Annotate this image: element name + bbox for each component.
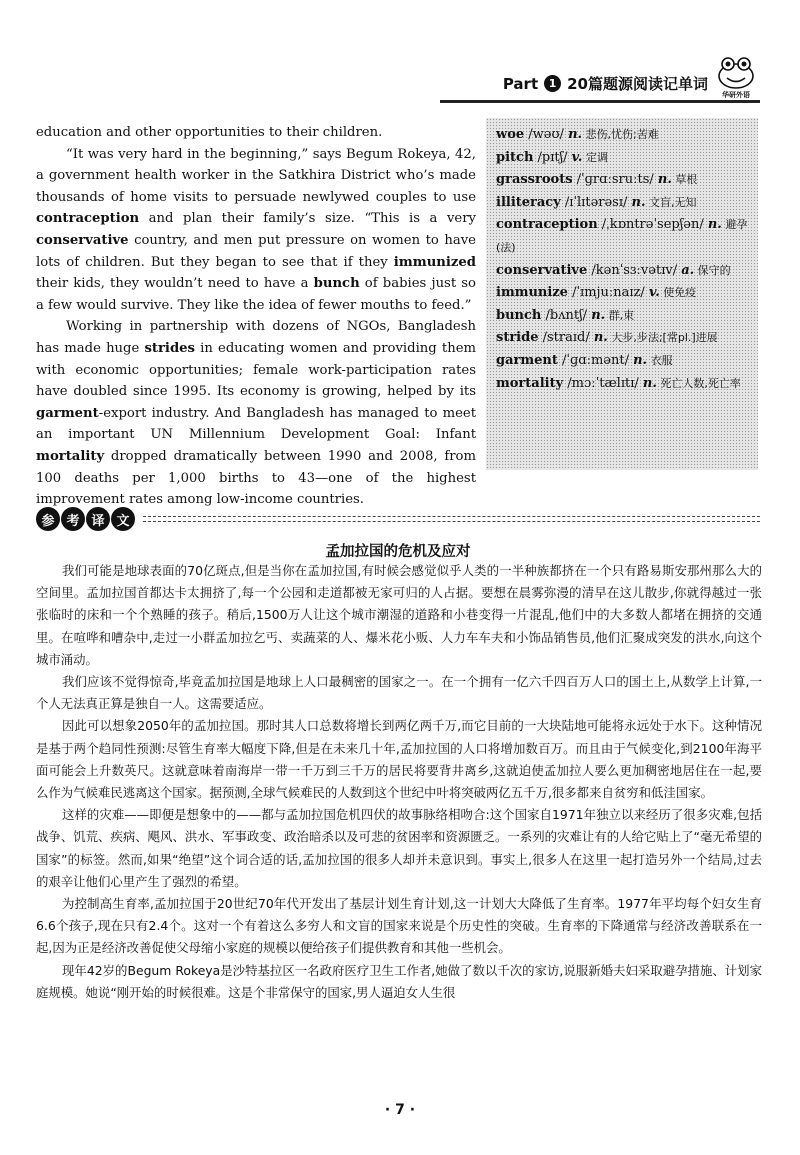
part-number-badge: 1 bbox=[544, 75, 561, 92]
vocab-entry: bunch /bʌntʃ/ n. 群,束 bbox=[496, 307, 635, 323]
vocab-entry: mortality /mɔːˈtælɪtɪ/ n. 死亡人数,死亡率 bbox=[496, 375, 741, 391]
reference-badge: 考 bbox=[61, 507, 85, 531]
keyword-immunized: immunized bbox=[393, 254, 476, 270]
translation-title: 孟加拉国的危机及应对 bbox=[325, 544, 471, 560]
vocab-entry: woe /wəʊ/ n. 悲伤,忧伤;苦难 bbox=[496, 127, 659, 142]
keyword-mortality: mortality bbox=[36, 448, 105, 464]
english-paragraph-3: Working in partnership with dozens of NGOs, Bangladesh has made huge strides in educating women and providing them with economic opportunities; female work-participation rates have doubled since 1995. Its economy is growing, helped by its garment-export industry. And Bangladesh has managed to meet an important UN Millennium Development Goal: Infant mortality dropped dramatically between 1990 and 2008, from 100 deaths per 1,000 births to 43—one of the highest improvement rates among low-income countries. bbox=[36, 319, 476, 508]
page-number: · 7 · bbox=[384, 1102, 416, 1118]
reference-translation-header bbox=[36, 504, 760, 534]
book-title: 20篇题源阅读记单词 bbox=[567, 75, 708, 93]
section-divider bbox=[143, 516, 760, 522]
vocab-entry: grassroots /ˈɡrɑːsruːts/ n. 草根 bbox=[496, 172, 698, 188]
keyword-garment: garment bbox=[36, 405, 99, 421]
part-label: Part bbox=[502, 74, 539, 93]
keyword-strides: strides bbox=[144, 340, 195, 356]
vocab-entry: contraception /ˌkɒntrəˈsepʃən/ n. 避孕(法) bbox=[496, 217, 748, 254]
translation-paragraph: 为控制高生育率,孟加拉国于20世纪70年代开发出了基层计划生育计划,这一计划大大降低了生育率。1977年平均每个妇女生育6.6个孩子,现在只有2.4个。这对一个有着这么多穷人和文盲的国家来说是个历史性的突破。生育率的下降通常与经济改善联系在一起,因为正是经济改善促使父母缩小家庭的规模以便给孩子们提供教育和其他一些机会。 bbox=[36, 896, 762, 956]
translation-paragraph: 我们应该不觉得惊奇,毕竟孟加拉国是地球上人口最稠密的国家之一。在一个拥有一亿六千四百万人口的国土上,从数学上计算,一个人无法真正算是独自一人。这需要适应。 bbox=[36, 674, 762, 712]
vocab-entry: garment /ˈɡɑːmənt/ n. 衣服 bbox=[496, 352, 673, 368]
translation-paragraph: 因此可以想象2050年的孟加拉国。那时其人口总数将增长到两亿两千万,而它目前的一大块陆地可能将永远处于水下。这种情况是基于两个趋同性预测:尽管生育率大幅度下降,但是在未来几十年,孟加拉国的人口将增加数百万。而且由于气候变化,到2100年海平面可能会上升数英尺。这就意味着南海岸一带一千万到三千万的居民将要背井离乡,这就迫使孟加拉人要么更加稠密地居住在一起,要么作为气候难民逃离这个国家。据预测,全球气候难民的人数到这个世纪中叶将突破两亿五千万,很多都来自贫穷和低洼国家。 bbox=[36, 718, 762, 801]
running-header bbox=[440, 58, 760, 98]
header-rule bbox=[440, 100, 760, 103]
reference-badges bbox=[36, 507, 135, 531]
logo-text: 华研外语 bbox=[722, 91, 750, 99]
vocab-entry: conservative /kənˈsɜːvətɪv/ a. 保守的 bbox=[496, 262, 731, 278]
keyword-conservative: conservative bbox=[36, 232, 129, 248]
english-paragraph-1: education and other opportunities to their children. bbox=[36, 125, 383, 140]
vocab-entry: stride /straɪd/ n. 大步,步法;[常pl.]进展 bbox=[496, 330, 718, 346]
vocab-entry: illiteracy /ɪˈlɪtərəsɪ/ n. 文盲,无知 bbox=[496, 194, 697, 210]
reference-badge: 参 bbox=[36, 507, 60, 531]
keyword-contraception: contraception bbox=[36, 211, 140, 227]
translation-body bbox=[36, 560, 762, 1004]
keyword-bunch: bunch bbox=[313, 276, 360, 292]
publisher-logo bbox=[712, 54, 760, 100]
translation-paragraph: 现年42岁的Begum Rokeya是沙特基拉区一名政府医疗卫生工作者,她做了数以千次的家访,说服新婚夫妇采取避孕措施、计划家庭规模。她说“刚开始的时候很难。这是个非常保守的国家,男人逼迫女人生很 bbox=[36, 962, 762, 1000]
translation-paragraph: 这样的灾难——即便是想象中的——都与孟加拉国危机四伏的故事脉络相吻合:这个国家自1971年独立以来经历了很多灾难,包括战争、饥荒、疾病、飓风、洪水、军事政变、政治暗杀以及可悲的贫困率和资源匮乏。一系列的灾难让有的人给它贴上了“毫无希望的国家”的标签。然而,如果“绝望”这个词合适的话,孟加拉国的很多人却并未意识到。事实上,很多人在这里一起打造另外一个结局,过去的艰辛让他们心里产生了强烈的希望。 bbox=[36, 807, 762, 889]
translation-paragraph: 我们可能是地球表面的70亿斑点,但是当你在孟加拉国,有时候会感觉似乎人类的一半种族都挤在一个只有路易斯安那州那么大的空间里。孟加拉国首都达卡太拥挤了,每一个公园和走道都被无家可归的人占据。要想在晨雾弥漫的清早在这儿散步,你就得越过一张张临时的床和一个个熟睡的孩子。稍后,1500万人让这个城市潮湿的道路和小巷变得一片混乱,他们中的大多数人都堵在拥挤的交通里。在喧哗和嘈杂中,走过一小群孟加拉乞丐、卖蔬菜的人、爆米花小贩、人力车车夫和小饰品销售员,他们汇聚成突发的洪水,向这个城市涌动。 bbox=[36, 563, 762, 667]
vocab-entry: pitch /pɪtʃ/ v. 定调 bbox=[496, 149, 608, 165]
frog-mascot-icon bbox=[712, 54, 760, 90]
reference-badge: 译 bbox=[86, 507, 110, 531]
vocab-entry: immunize /ˈɪmjuːnaɪz/ v. 使免疫 bbox=[496, 285, 697, 301]
vocabulary-box bbox=[486, 118, 758, 470]
reference-badge: 文 bbox=[111, 507, 135, 531]
english-passage bbox=[36, 122, 476, 511]
english-paragraph-2: “It was very hard in the beginning,” says Begum Rokeya, 42, a government health worker in the Satkhira District who’s made thousands of home visits to persuade newlywed couples to use contraception and plan their family’s size. “This is a very conservative country, and men put pressure on women to have lots of children. But they began to see that if they immunized their kids, they wouldn’t need to have a bunch of babies just so a few would survive. They like the idea of fewer mouths to feed.” bbox=[36, 146, 476, 313]
